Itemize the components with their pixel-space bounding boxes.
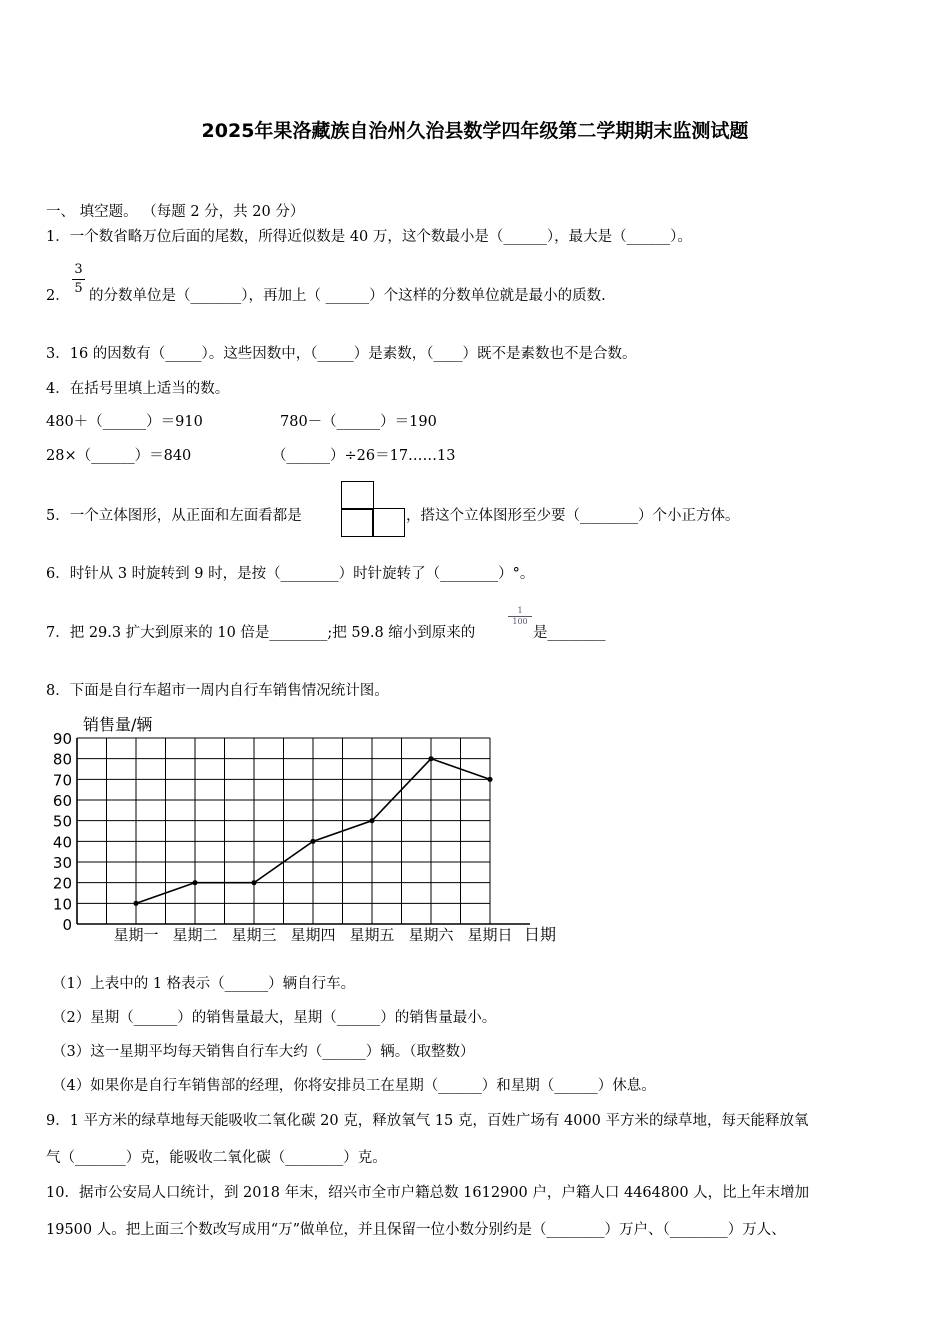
x-category-label: 星期六 [408, 926, 454, 944]
fraction-numerator: 3 [74, 262, 83, 277]
data-point [428, 756, 433, 761]
chart-y-axis-label: 销售量/辆 [83, 715, 153, 734]
x-category-label: 星期二 [172, 926, 218, 944]
fraction-one-hundredth [508, 607, 532, 626]
fraction-denominator: 5 [74, 281, 83, 296]
question-9-line-1: 9．1 平方米的绿草地每天能吸收二氧化碳 20 克，释放氧气 15 克，百姓广场有 4000 平方米的绿草地，每天能释放氧 [46, 1113, 809, 1129]
y-tick-label: 10 [52, 895, 72, 914]
question-10-line-2: 19500 人。把上面三个数改写成用“万”做单位，并且保留一位小数分别约是（________）万户、（________）万人、 [46, 1222, 786, 1238]
question-2-number: 2． [46, 288, 70, 304]
y-tick-label: 20 [52, 874, 72, 893]
question-8-2: （2）星期（______）的销售量最大，星期（______）的销售量最小。 [52, 1010, 497, 1026]
cube-bottom-right-square [372, 508, 405, 537]
data-point [251, 880, 256, 885]
data-point [133, 901, 138, 906]
page-title: 2025年果洛藏族自治州久治县数学四年级第二学期期末监测试题 [201, 120, 749, 142]
question-3: 3．16 的因数有（_____）。这些因数中，（_____）是素数，（____）既不是素数也不是合数。 [46, 346, 637, 362]
data-point [192, 880, 197, 885]
question-6: 6．时针从 3 时旋转到 9 时，是按（________）时针旋转了（________）°。 [46, 566, 535, 582]
y-tick-label: 60 [52, 792, 72, 810]
y-tick-label: 70 [52, 771, 72, 790]
question-8-1: （1）上表中的 1 格表示（______）辆自行车。 [52, 976, 356, 992]
question-4c: 28×（______）＝840 [46, 448, 192, 464]
question-5-part-a: 5．一个立体图形，从正面和左面看都是 [46, 508, 302, 524]
chart-grid [77, 738, 530, 924]
question-8-3: （3）这一星期平均每天销售自行车大约（______）辆。（取整数） [52, 1044, 475, 1060]
chart-x-axis-label: 日期 [524, 925, 557, 944]
y-tick-label: 40 [52, 833, 72, 852]
question-4d: （______）÷26＝17……13 [272, 448, 456, 464]
question-8-4: （4）如果你是自行车销售部的经理，你将安排员工在星期（______）和星期（______）休息。 [52, 1078, 656, 1094]
fraction-three-fifths [72, 263, 85, 296]
fraction-numerator: 1 [517, 606, 523, 615]
y-tick-label: 90 [52, 730, 72, 748]
question-10-line-1: 10．据市公安局人口统计，到 2018 年末，绍兴市全市户籍总数 1612900 户，户籍人口 4464800 人，比上年末增加 [46, 1185, 810, 1201]
data-point [487, 777, 492, 782]
x-category-label: 星期五 [349, 926, 395, 944]
question-2: 的分数单位是（_______），再加上（ ______）个这样的分数单位就是最小的质数. [89, 288, 606, 304]
chart-x-categories [113, 926, 512, 944]
question-1: 1．一个数省略万位后面的尾数，所得近似数是 40 万，这个数最小是（______），最大是（______）。 [46, 229, 692, 245]
question-9-line-2: 气（_______）克，能吸收二氧化碳（________）克。 [46, 1150, 387, 1166]
data-point [369, 818, 374, 823]
x-category-label: 星期日 [467, 926, 513, 944]
question-7-part-b: 是________ [533, 625, 606, 641]
cube-bottom-left-square [341, 508, 374, 537]
y-tick-label: 50 [52, 812, 72, 831]
y-tick-label: 0 [62, 916, 72, 934]
cube-top-square [341, 481, 374, 510]
x-category-label: 星期三 [231, 926, 277, 944]
data-point [310, 839, 315, 844]
y-tick-label: 80 [52, 750, 72, 769]
chart-y-ticks [53, 730, 72, 934]
x-category-label: 星期四 [290, 926, 336, 944]
question-8: 8．下面是自行车超市一周内自行车销售情况统计图。 [46, 683, 389, 699]
question-7-part-a: 7．把 29.3 扩大到原来的 10 倍是________;把 59.8 缩小到原来的 [46, 625, 476, 641]
question-4: 4．在括号里填上适当的数。 [46, 381, 230, 397]
x-category-label: 星期一 [113, 926, 159, 944]
question-4b: 780－（______）＝190 [280, 414, 437, 430]
fraction-denominator: 100 [512, 617, 528, 626]
sales-line-chart [40, 708, 570, 953]
y-tick-label: 30 [52, 854, 72, 872]
question-4a: 480＋（______）＝910 [46, 414, 203, 430]
section-heading: 一、 填空题。 （每题 2 分，共 20 分） [46, 204, 305, 220]
question-5-part-b: ，搭这个立体图形至少要（________）个小正方体。 [406, 508, 740, 524]
